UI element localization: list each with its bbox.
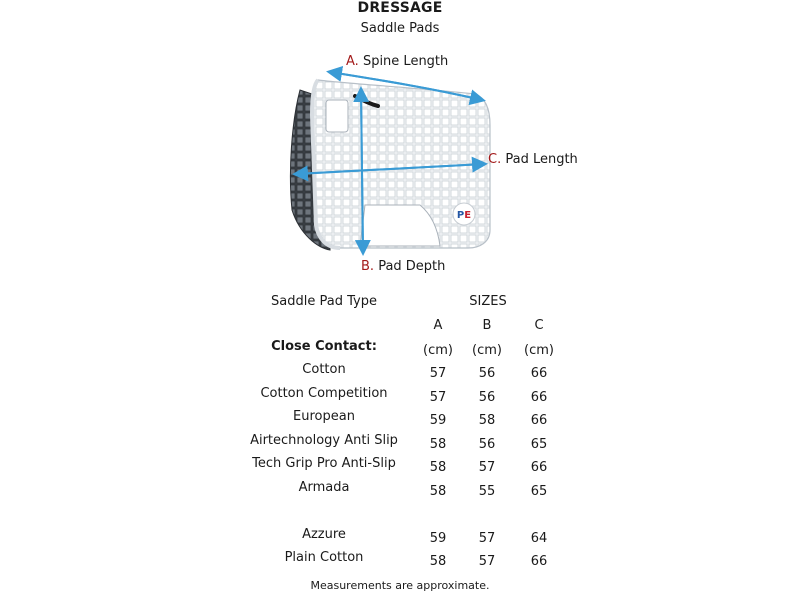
row-value-a: 58 (429, 554, 447, 569)
row-value-b: 58 (478, 413, 496, 428)
row-value-a: 57 (429, 366, 447, 381)
row-value-a: 59 (429, 413, 447, 428)
unit-a: (cm) (423, 343, 453, 358)
row-name: European (293, 409, 355, 424)
label-letter-b: B (361, 259, 370, 274)
type-header: Saddle Pad Type (271, 294, 377, 309)
label-text-c: Pad Length (501, 152, 578, 167)
row-value-a: 57 (429, 390, 447, 405)
row-value-c: 66 (530, 366, 548, 381)
footnote: Measurements are approximate. (310, 579, 490, 592)
col-letter-c: C (534, 318, 544, 333)
row-value-c: 65 (530, 484, 548, 499)
col-letter-b: B (482, 318, 492, 333)
row-name: Cotton (302, 362, 346, 377)
row-value-a: 58 (429, 437, 447, 452)
row-name: Azzure (302, 527, 346, 542)
row-value-c: 65 (530, 437, 548, 452)
row-value-b: 57 (478, 554, 496, 569)
sizes-header: SIZES (469, 294, 507, 309)
row-value-c: 66 (530, 413, 548, 428)
svg-text:PE: PE (456, 210, 472, 221)
unit-b: (cm) (472, 343, 502, 358)
row-value-b: 57 (478, 460, 496, 475)
group-label: Close Contact: (271, 339, 377, 354)
row-value-b: 56 (478, 437, 496, 452)
row-value-b: 55 (478, 484, 496, 499)
row-name: Airtechnology Anti Slip (250, 433, 398, 448)
row-value-b: 56 (478, 366, 496, 381)
pad-length-label: C. Pad Length (488, 152, 578, 167)
label-text-a: Spine Length (358, 54, 449, 69)
row-name: Armada (298, 480, 350, 495)
label-text-b: Pad Depth (374, 259, 446, 274)
row-value-a: 58 (429, 484, 447, 499)
unit-c: (cm) (524, 343, 554, 358)
row-value-c: 66 (530, 390, 548, 405)
spine-length-label: A. Spine Length (346, 54, 449, 69)
row-value-c: 66 (530, 460, 548, 475)
pad-depth-label: B. Pad Depth (361, 259, 446, 274)
row-name: Cotton Competition (260, 386, 388, 401)
row-value-a: 58 (429, 460, 447, 475)
row-name: Tech Grip Pro Anti-Slip (252, 456, 396, 471)
row-value-a: 59 (429, 531, 447, 546)
label-letter-c: C (488, 152, 498, 167)
page-subtitle: Saddle Pads (360, 21, 440, 36)
col-letter-a: A (433, 318, 443, 333)
row-value-b: 57 (478, 531, 496, 546)
row-name: Plain Cotton (284, 550, 364, 565)
row-value-c: 66 (530, 554, 548, 569)
label-letter-a: A (346, 54, 355, 69)
row-value-b: 56 (478, 390, 496, 405)
page-title: DRESSAGE (357, 0, 443, 16)
row-value-c: 64 (530, 531, 548, 546)
